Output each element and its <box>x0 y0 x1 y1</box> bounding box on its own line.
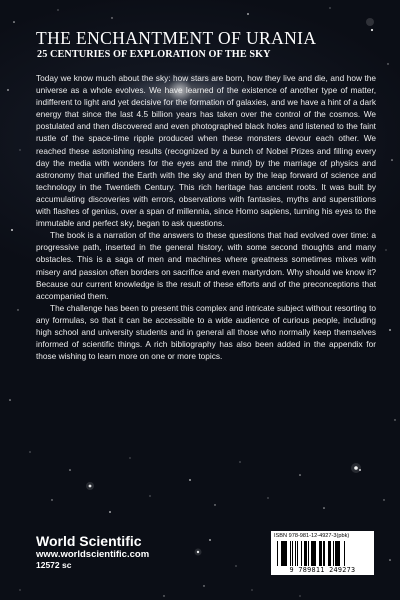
blurb-text <box>36 72 376 362</box>
barcode-bars <box>277 541 370 566</box>
publisher-name: World Scientific <box>36 533 142 549</box>
barcode-bar <box>345 541 346 566</box>
blurb-paragraph: Today we know much about the sky: how stars are born, how they live and die, and how the universe as a whole evolves. We have learned of the existence of another type of matter, indifferent to light and yet decisive for the formation of galaxies, and we have a hint of a dark energy that since the last 4.5 billion years has taken over the control of the cosmos. We postulated and then discovered and even photographed black holes and listened to the faint rustle of the space-time ripple produced when these monsters devour each other. We reached these astonishing results (recognized by a bunch of Nobel Prizes and filling every day the media with wonders for the eyes and the mind) by the marriage of physics and astronomy that unified the Earth with the sky and then by the leap forward of science and technology in the Twentieth Century. This rich heritage has ancient roots. It was built by accumulating discoveries with errors, observations with fantasies, myths and superstitions with flashes of genius, over a span of millennia, since Homo sapiens, turning his eyes to the immutable and perfect sky, began to ask questions. <box>36 73 376 229</box>
publisher-block <box>36 534 196 571</box>
barcode-digits: 9 789811 249273 <box>289 566 356 574</box>
isbn-label: ISBN 978-981-12-4927-3(pbk) <box>274 533 350 539</box>
blurb-paragraph: The book is a narration of the answers to these questions that had evolved over time: a progressive path, inserted in the general history, with some second thoughts and many obstacles. This is a saga of men and machines where greatness sometimes mixes with misery and passion often borders on sacrifice and even martyrdom. Why should we know it? Because our current knowledge is the result of these efforts and of the preconceptions that accompanied them. <box>36 230 376 301</box>
isbn-barcode <box>271 531 374 575</box>
catalog-code: 12572 sc <box>36 560 72 570</box>
book-subtitle: 25 CENTURIES OF EXPLORATION OF THE SKY <box>37 49 271 60</box>
blurb-paragraph: The challenge has been to present this complex and intricate subject without resorting to any formulas, so that it can be accessible to a wide audience of curious people, including high school and university students and in general all those who normally keep themselves informed of scientific things. A rich bibliography has also been added in the appendix for those wishing to learn more on one or more topics. <box>36 302 376 362</box>
book-title: THE ENCHANTMENT OF URANIA <box>36 28 317 48</box>
publisher-url: www.worldscientific.com <box>36 549 150 560</box>
